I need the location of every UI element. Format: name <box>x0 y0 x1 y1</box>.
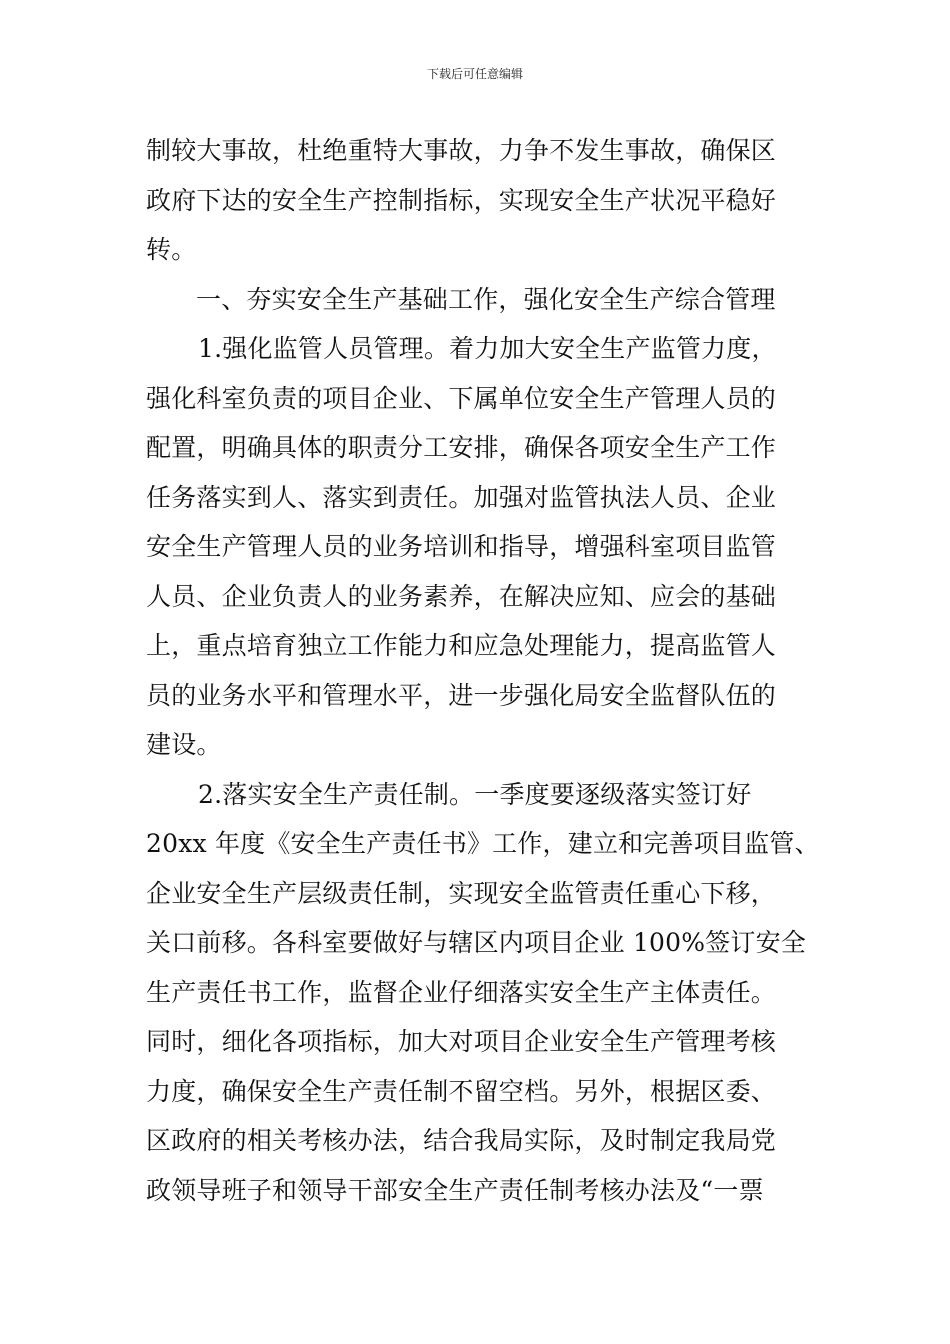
body-line-3: 转。 <box>146 235 197 264</box>
body-line-16: 企业安全生产层级责任制，实现安全监管责任重心下移， <box>146 878 777 908</box>
body-line-22: 政领导班子和领导干部安全生产责任制考核办法及“一票 <box>146 1175 764 1205</box>
item-2-first-line: 2.落实安全生产责任制。一季度要逐级落实签订好 <box>198 779 752 809</box>
body-line-9: 安全生产管理人员的业务培训和指导，增强科室项目监管 <box>146 532 777 561</box>
body-line-18: 生产责任书工作，监督企业仔细落实安全生产主体责任。 <box>146 977 777 1007</box>
body-line-12: 员的业务水平和管理水平，进一步强化局安全监督队伍的 <box>146 680 777 710</box>
body-line-19: 同时，细化各项指标，加大对项目企业安全生产管理考核 <box>146 1027 777 1056</box>
body-line-20: 力度，确保安全生产责任制不留空档。另外，根据区委、 <box>146 1076 777 1106</box>
body-line-13: 建设。 <box>146 730 222 759</box>
section-heading-1: 一、夯实安全生产基础工作，强化安全生产综合管理 <box>196 284 776 314</box>
body-line-21: 区政府的相关考核办法，结合我局实际，及时制定我局党 <box>146 1126 777 1155</box>
body-line-10: 人员、企业负责人的业务素养，在解决应知、应会的基础 <box>146 581 777 611</box>
body-line-8: 任务落实到人、落实到责任。加强对监管执法人员、企业 <box>146 482 777 512</box>
body-line-2: 政府下达的安全生产控制指标，实现安全生产状况平稳好 <box>146 185 777 215</box>
body-line-15: 20xx 年度《安全生产责任书》工作，建立和完善项目监管、 <box>146 829 820 858</box>
item-1-first-line: 1.强化监管人员管理。着力加大安全生产监管力度， <box>198 334 777 363</box>
body-line-6: 强化科室负责的项目企业、下属单位安全生产管理人员的 <box>146 383 777 413</box>
page-header: 下载后可任意编辑 <box>426 67 523 81</box>
body-line-11: 上，重点培育独立工作能力和应急处理能力，提高监管人 <box>146 631 777 660</box>
body-line-17: 关口前移。各科室要做好与辖区内项目企业 100%签订安全 <box>146 928 807 957</box>
body-line-7: 配置，明确具体的职责分工安排，确保各项安全生产工作 <box>146 433 777 462</box>
body-line-1: 制较大事故，杜绝重特大事故，力争不发生事故，确保区 <box>146 136 777 165</box>
document-body <box>146 126 820 1215</box>
